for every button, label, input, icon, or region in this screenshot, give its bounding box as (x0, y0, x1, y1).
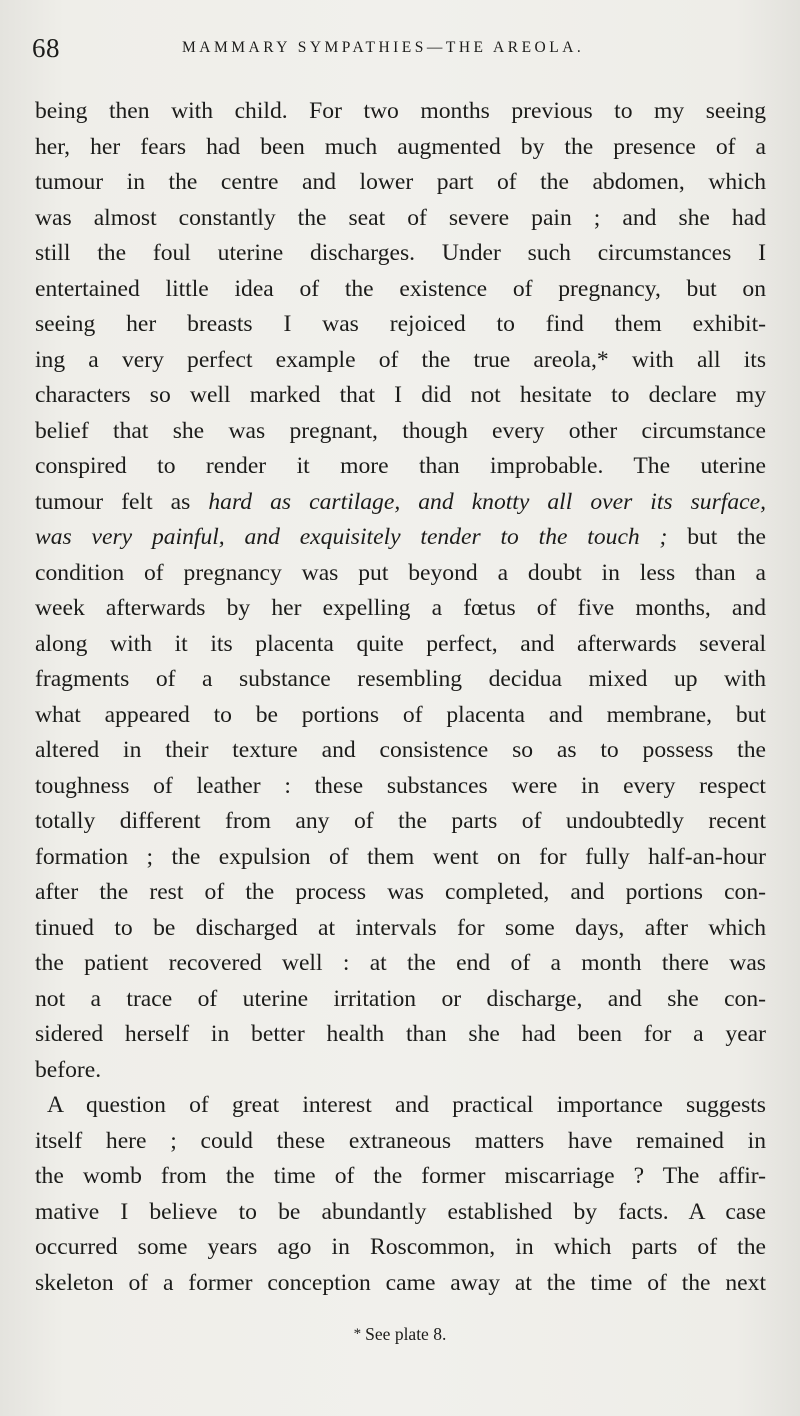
text-line: mative I believe to be abundantly established by facts. A case (35, 1198, 766, 1225)
text-line: the patient recovered well : at the end of a month there was (35, 950, 766, 976)
text-line: totally different from any of the parts of undoubtedly recent (35, 808, 766, 834)
text-line: was almost constantly the seat of severe pain ; and she had (35, 204, 766, 231)
text-line: still the foul uterine discharges. Under such circumstances I (35, 240, 766, 266)
text-line: ing a very perfect example of the true areola,* with all its (35, 346, 766, 373)
roman-segment: but the (667, 524, 766, 550)
footnote-text: See plate 8. (365, 1324, 447, 1344)
text-line: fragments of a substance resembling decidua mixed up with (35, 666, 766, 692)
text-line: the womb from the time of the former miscarriage ? The affir- (35, 1163, 766, 1189)
paragraph-start-line: A question of great interest and practical importance suggests (47, 1092, 766, 1118)
page-number: 68 (32, 33, 60, 63)
text-line: occurred some years ago in Roscommon, in which parts of the (35, 1234, 766, 1260)
text-line: tumour in the centre and lower part of the abdomen, which (35, 169, 766, 195)
text-line: altered in their texture and consistence so as to possess the (35, 737, 766, 763)
text-line-with-italic (35, 485, 766, 521)
text-line: tinued to be discharged at intervals for some days, after which (35, 914, 766, 941)
text-line: skeleton of a former conception came away at the time of the next (35, 1269, 766, 1296)
roman-segment: tumour felt as (35, 488, 209, 515)
text-line: not a trace of uterine irritation or discharge, and she con- (35, 985, 766, 1012)
text-line: week afterwards by her expelling a fœtus of five months, and (35, 595, 766, 621)
text-line: entertained little idea of the existence of pregnancy, but on (35, 275, 766, 302)
text-line: conspired to render it more than improbable. The uterine (35, 453, 766, 479)
text-line: along with it its placenta quite perfect, and afterwards several (35, 630, 766, 657)
footnote (0, 1322, 800, 1346)
text-line: seeing her breasts I was rejoiced to find them exhibit- (35, 311, 766, 337)
text-line: her, her fears had been much augmented by the presence of a (35, 133, 766, 160)
paragraph-end-line: before. (35, 1056, 102, 1083)
text-line: characters so well marked that I did not hesitate to declare my (35, 382, 766, 408)
footnote-mark: * (353, 1326, 362, 1342)
running-title: MAMMARY SYMPATHIES—THE AREOLA. (182, 39, 585, 56)
text-line: itself here ; could these extraneous matters have remained in (35, 1127, 766, 1154)
text-line: what appeared to be portions of placenta and membrane, but (35, 701, 766, 728)
text-line: formation ; the expulsion of them went on for fully half-an-hour (35, 843, 766, 870)
running-head (32, 30, 766, 66)
italic-segment: was very painful, and exquisitely tender to the touch ; (35, 524, 668, 550)
text-line-with-italic (35, 520, 766, 556)
italic-segment: hard as cartilage, and knotty all over its surface, (208, 488, 766, 515)
text-line: after the rest of the process was completed, and portions con- (35, 879, 766, 905)
text-line: belief that she was pregnant, though every other circumstance (35, 417, 766, 444)
body-text (35, 94, 766, 1301)
text-line: condition of pregnancy was put beyond a doubt in less than a (35, 559, 766, 586)
text-line: sidered herself in better health than she had been for a year (35, 1021, 766, 1047)
text-line: being then with child. For two months previous to my seeing (35, 98, 766, 124)
text-line: toughness of leather : these substances were in every respect (35, 772, 766, 799)
